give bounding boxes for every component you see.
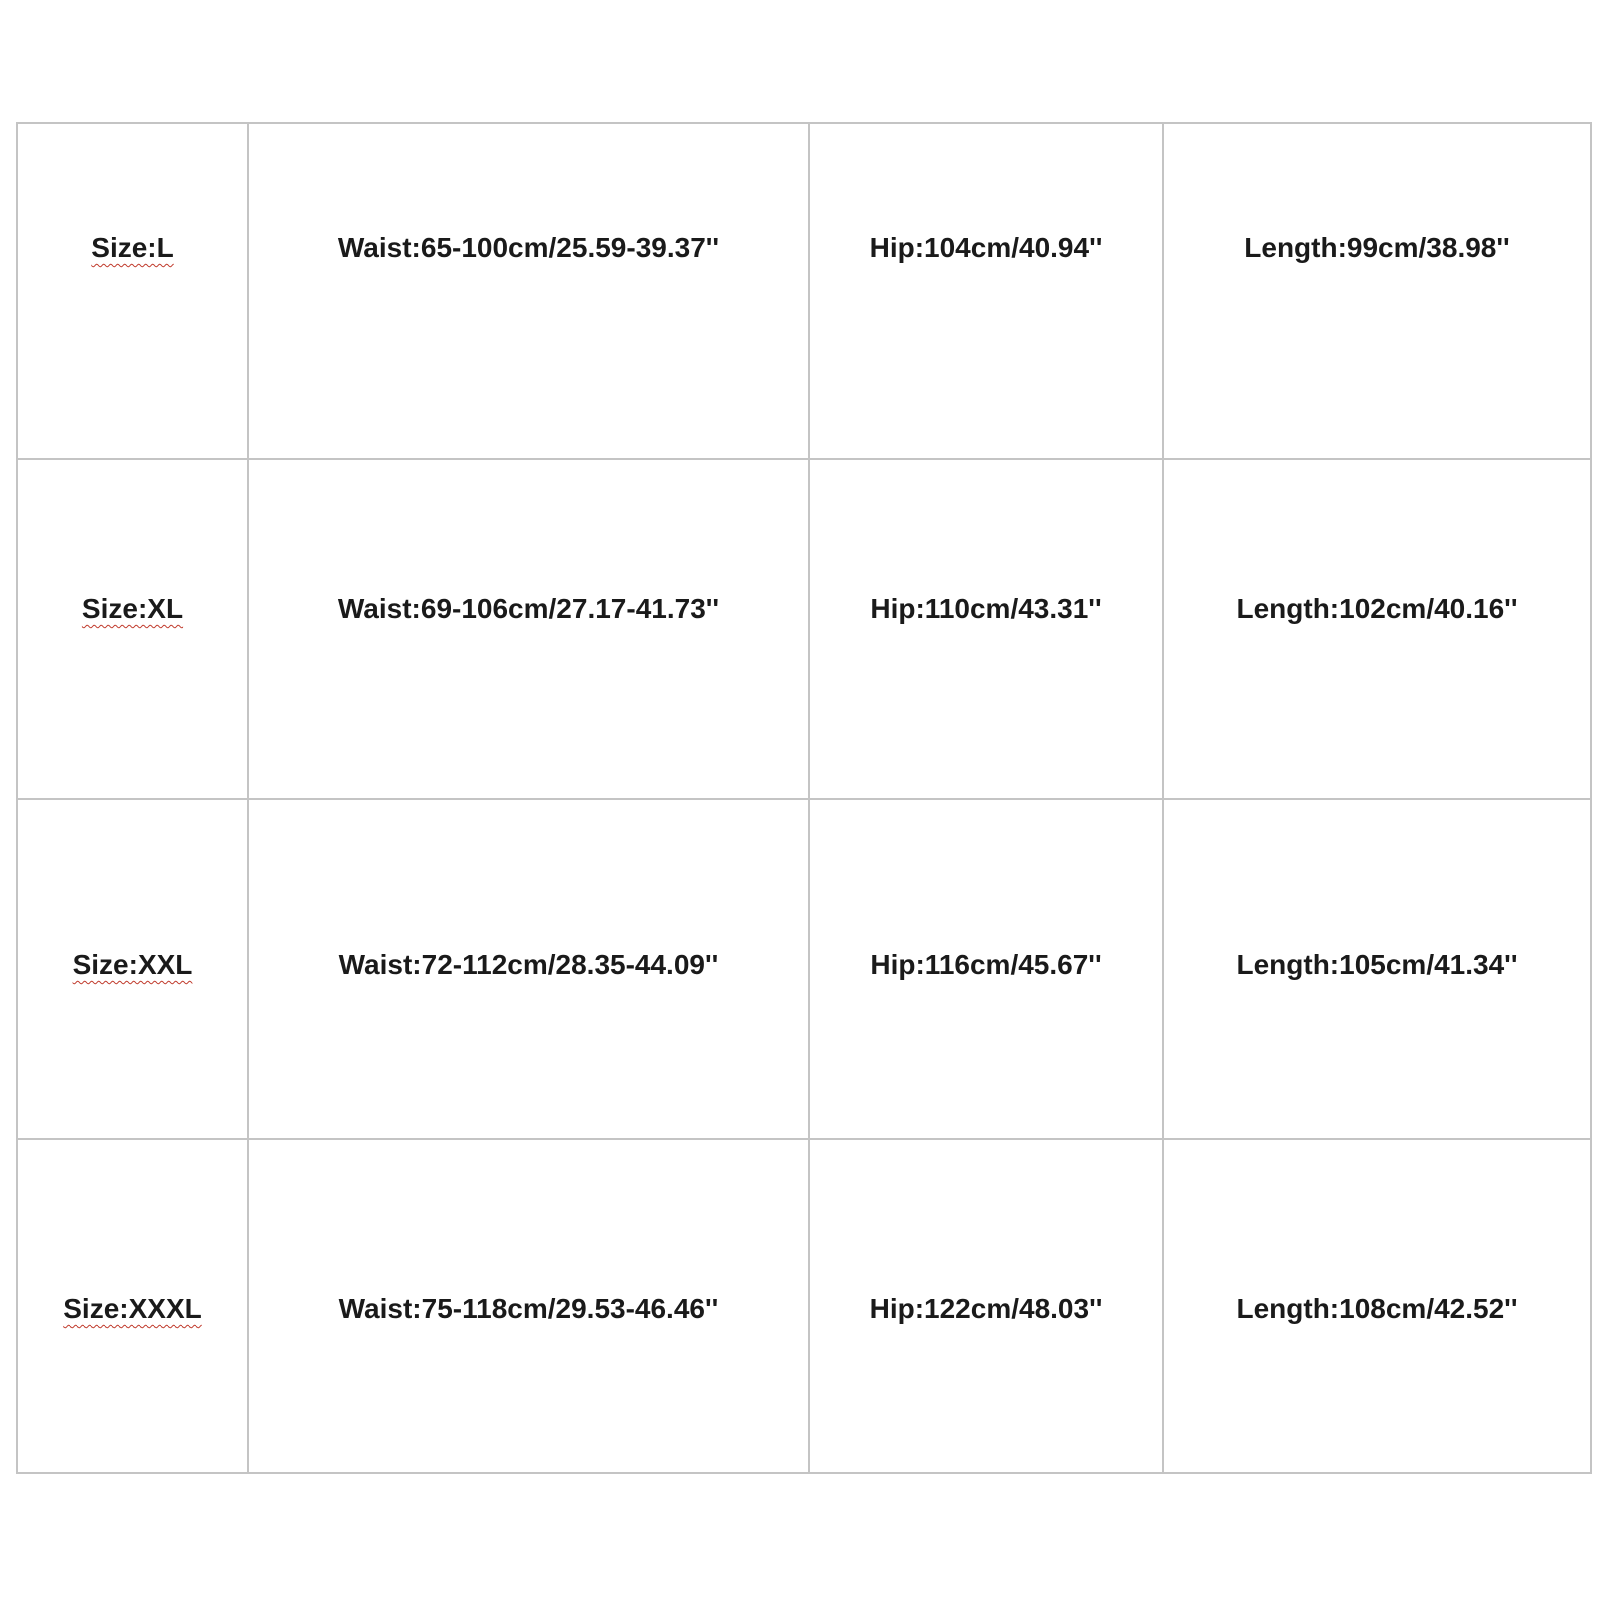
size-chart-table xyxy=(16,122,1592,1474)
table-row xyxy=(17,1139,1591,1473)
table-row xyxy=(17,799,1591,1139)
length-value: Length:102cm/40.16'' xyxy=(1236,593,1518,624)
size-label: Size:L xyxy=(91,232,174,263)
size-cell xyxy=(17,123,248,459)
length-cell xyxy=(1163,799,1591,1139)
waist-value: Waist:65-100cm/25.59-39.37'' xyxy=(337,232,720,263)
hip-cell xyxy=(809,1139,1163,1473)
table-row xyxy=(17,459,1591,799)
waist-cell xyxy=(248,799,809,1139)
length-cell xyxy=(1163,123,1591,459)
size-cell xyxy=(17,1139,248,1473)
hip-cell xyxy=(809,459,1163,799)
hip-value: Hip:104cm/40.94'' xyxy=(869,232,1103,263)
waist-value: Waist:69-106cm/27.17-41.73'' xyxy=(337,593,720,624)
size-cell xyxy=(17,459,248,799)
waist-cell xyxy=(248,459,809,799)
hip-cell xyxy=(809,799,1163,1139)
length-value: Length:108cm/42.52'' xyxy=(1236,1293,1518,1324)
waist-value: Waist:72-112cm/28.35-44.09'' xyxy=(338,949,719,980)
size-cell xyxy=(17,799,248,1139)
waist-cell xyxy=(248,1139,809,1473)
table-row xyxy=(17,123,1591,459)
length-cell xyxy=(1163,459,1591,799)
length-value: Length:99cm/38.98'' xyxy=(1244,232,1510,263)
hip-cell xyxy=(809,123,1163,459)
hip-value: Hip:122cm/48.03'' xyxy=(869,1293,1103,1324)
length-cell xyxy=(1163,1139,1591,1473)
hip-value: Hip:110cm/43.31'' xyxy=(870,593,1102,624)
waist-cell xyxy=(248,123,809,459)
size-label: Size:XL xyxy=(81,593,184,624)
hip-value: Hip:116cm/45.67'' xyxy=(870,949,1102,980)
length-value: Length:105cm/41.34'' xyxy=(1236,949,1518,980)
size-label: Size:XXXL xyxy=(63,1293,202,1324)
size-label: Size:XXL xyxy=(72,949,193,980)
waist-value: Waist:75-118cm/29.53-46.46'' xyxy=(338,1293,719,1324)
